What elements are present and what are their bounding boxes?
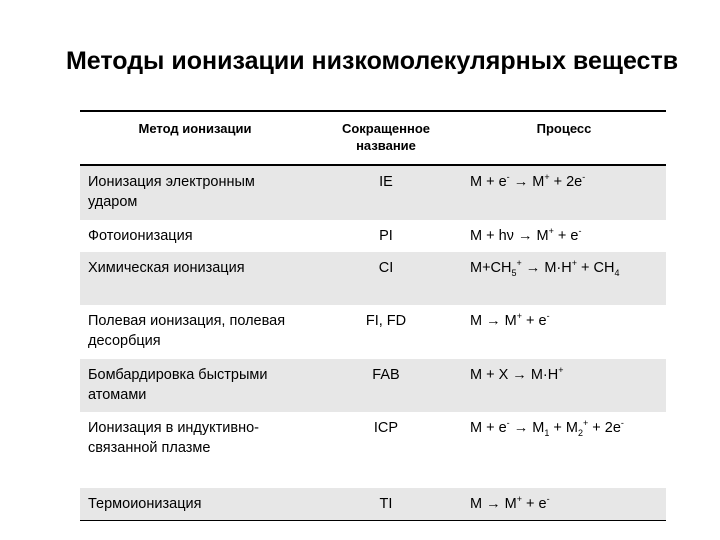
method-cell: Ионизация электронным ударом bbox=[88, 174, 255, 210]
table-row bbox=[80, 252, 666, 305]
ionization-methods-table bbox=[80, 110, 666, 521]
table-header bbox=[80, 112, 666, 166]
method-cell: Термоионизация bbox=[88, 496, 202, 512]
process-cell: $M+CH_5^+ \to M\cdot H^+ + CH_4$ bbox=[470, 258, 620, 278]
process-cell: $M + e^- \to M_1 + M_2^+ + 2e^-$ bbox=[470, 418, 624, 438]
table-row bbox=[80, 412, 666, 488]
method-cell: Ионизация в индуктивно-связанной плазме bbox=[88, 420, 259, 456]
header-method: Метод ионизации bbox=[138, 121, 252, 136]
method-cell: Фотоионизация bbox=[88, 228, 193, 244]
table-row bbox=[80, 305, 666, 359]
process-cell: M → M+ + e- bbox=[470, 311, 550, 329]
table-row bbox=[80, 166, 666, 220]
table-row bbox=[80, 359, 666, 412]
abbreviation-cell: ICP bbox=[373, 420, 399, 436]
process-cell: M → M+ + e- bbox=[470, 494, 550, 512]
process-cell: M + e- → M+ + 2e- bbox=[470, 172, 586, 190]
abbreviation-cell: CI bbox=[378, 260, 394, 276]
header-process: Процесс bbox=[536, 121, 592, 136]
table-row bbox=[80, 220, 666, 252]
abbreviation-cell: PI bbox=[379, 228, 393, 244]
abbreviation-cell: FAB bbox=[372, 367, 400, 383]
abbreviation-cell: FI, FD bbox=[365, 313, 407, 329]
page-title: Методы ионизации низкомолекулярных веществ bbox=[65, 47, 679, 75]
method-cell: Полевая ионизация, полевая десорбция bbox=[88, 313, 286, 349]
table-row bbox=[80, 488, 666, 520]
process-cell: M + hν → M+ + e- bbox=[470, 226, 582, 244]
header-abbreviation: Сокращенное название bbox=[341, 121, 431, 153]
method-cell: Химическая ионизация bbox=[88, 260, 245, 276]
process-cell: M + X → M·H+ bbox=[470, 365, 564, 383]
abbreviation-cell: TI bbox=[379, 496, 393, 512]
abbreviation-cell: IE bbox=[379, 174, 393, 190]
method-cell: Бомбардировка быстрыми атомами bbox=[88, 367, 268, 403]
